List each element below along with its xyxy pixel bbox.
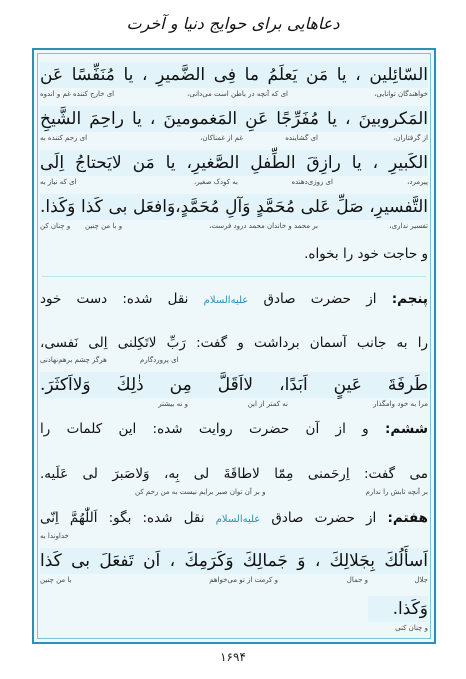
gloss-line-13	[40, 624, 428, 636]
divider	[42, 276, 426, 277]
gloss-word: هرگز چشم برهم‌نهادنی	[40, 356, 107, 364]
gloss-word: خداوندا به	[40, 532, 69, 540]
section-label: ششم:	[385, 421, 428, 437]
gloss-word: و کرمت از تو می‌خواهم	[209, 576, 278, 584]
gloss-word: پیرمرد،	[407, 178, 428, 186]
gloss-word: و چنان کنی	[395, 624, 428, 632]
arabic-line-3: الکَبیرِ ، یا رازِقَ الطِّفلِ الصَّغیرِ، یا مَن لایَحتاجُ اِلَی	[40, 150, 428, 176]
gloss-word: و بر آن توان صبر برایم نیست به من رحم کن	[135, 488, 266, 496]
gloss-word: ای پروردگارم	[140, 356, 179, 364]
arabic-line-1: السّائِلین ، یا مَن یَعلَمُ ما فِی الضَّمیرِ ، یا مُنَفِّسًا عَن	[40, 62, 428, 88]
arabic-line-8: طَرفَةَ عَینٍ اَبَدًا، لااَقَلَّ مِن ذٰلِكَ وَلااَکثَرَ.	[40, 372, 428, 398]
gloss-word: ای که آنچه در باطن است می‌دانی،	[187, 90, 288, 98]
gloss-word: بر آنچه تابش را ندارم	[365, 488, 428, 496]
page-number: ۱۶۹۴	[220, 650, 246, 664]
gloss-word: جلال	[414, 576, 428, 584]
gloss-word: ای خارج کننده غم و اندوه	[40, 90, 115, 98]
gloss-line-12	[40, 576, 428, 588]
gloss-word: از گرفتاران،	[392, 134, 428, 142]
persian-line-9	[40, 417, 428, 441]
gloss-line-3	[40, 178, 428, 190]
gloss-word: خواهندگان توانایی،	[374, 90, 428, 98]
gloss-line-1	[40, 90, 428, 102]
gloss-word: با من چنین	[40, 576, 72, 584]
gloss-word: ای رحم کننده به	[40, 134, 88, 142]
gloss-line-8	[40, 400, 428, 412]
gloss-word: و چنان کن	[40, 222, 71, 230]
page-header-title: دعاهایی برای حوایج دنیا و آخرت	[126, 14, 340, 33]
section-label: پنجم:	[391, 291, 428, 307]
persian-line-6	[40, 287, 428, 311]
line-text: از حضرت صادق	[271, 510, 377, 526]
gloss-word: و با من چنین	[85, 222, 123, 230]
line-text: نقل شده: دست خود	[40, 291, 189, 307]
gloss-line-7	[40, 356, 428, 368]
arabic-line-12: اَسأَلُكَ بِجَلالِكَ ، وَ جَمالِكَ وَکَرَمِكَ ، اَن تَفعَلَ بی کَذا	[40, 548, 428, 574]
gloss-word: به کودک صغیر،	[193, 178, 238, 186]
gloss-line-10	[40, 488, 428, 500]
gloss-word: نه کمتر از این	[247, 400, 288, 408]
honorific-mark: علیه‌السلام	[203, 295, 249, 306]
persian-line-11	[40, 506, 428, 530]
gloss-word: و جمال	[346, 576, 368, 584]
line-text: نقل شده: بگو: اَللّٰهُمَّ اِنّی	[40, 510, 205, 526]
gloss-line-2	[40, 134, 428, 146]
gloss-word: ای روزی‌دهنده	[291, 178, 333, 186]
gloss-word: تفسیر نداری،	[389, 222, 428, 230]
gloss-word: ای گشاینده	[285, 134, 318, 142]
arabic-line-13: وَکَذا.	[368, 596, 428, 622]
persian-line-5: و حاجت خود را بخواه.	[304, 246, 428, 262]
gloss-word: و نه بیشتر	[158, 400, 188, 408]
arabic-line-2: المَکروبینَ ، یا مُفَرِّجًا عَنِ المَغمومینَ ، یا راحِمَ الشَّیخِ	[40, 106, 428, 132]
gloss-line-11	[40, 532, 428, 544]
gloss-word: غم از غمناکان،	[200, 134, 243, 142]
persian-line-10: می گفت: اِرحَمنی مِمّا لاطاقَةَ لی بِه، وَلاصَبرَ لی عَلَیه.	[40, 466, 428, 482]
arabic-line-4: التَّفسیرِ، صَلِّ عَلی مُحَمَّدٍ وَآلِ مُحَمَّدٍ،وَافعَل بی کَذا وَکَذا.	[40, 194, 428, 220]
gloss-word: ای که نیاز به	[40, 178, 77, 186]
gloss-line-4	[40, 222, 428, 234]
persian-line-7: را به جانب آسمان برداشت و گفت: رَبِّ لاتَکِلنی اِلی نَفسی،	[40, 335, 428, 351]
gloss-word: بر محمد و خاندان محمد درود فرست،	[209, 222, 318, 230]
gloss-word: مرا به خود وامگذار	[373, 400, 428, 408]
line-text: از حضرت صادق	[263, 291, 377, 307]
section-label: هفتم:	[387, 510, 429, 526]
line-text: و از آن حضرت روایت شده: این کلمات را	[40, 421, 369, 437]
honorific-mark: علیه‌السلام	[215, 514, 261, 525]
